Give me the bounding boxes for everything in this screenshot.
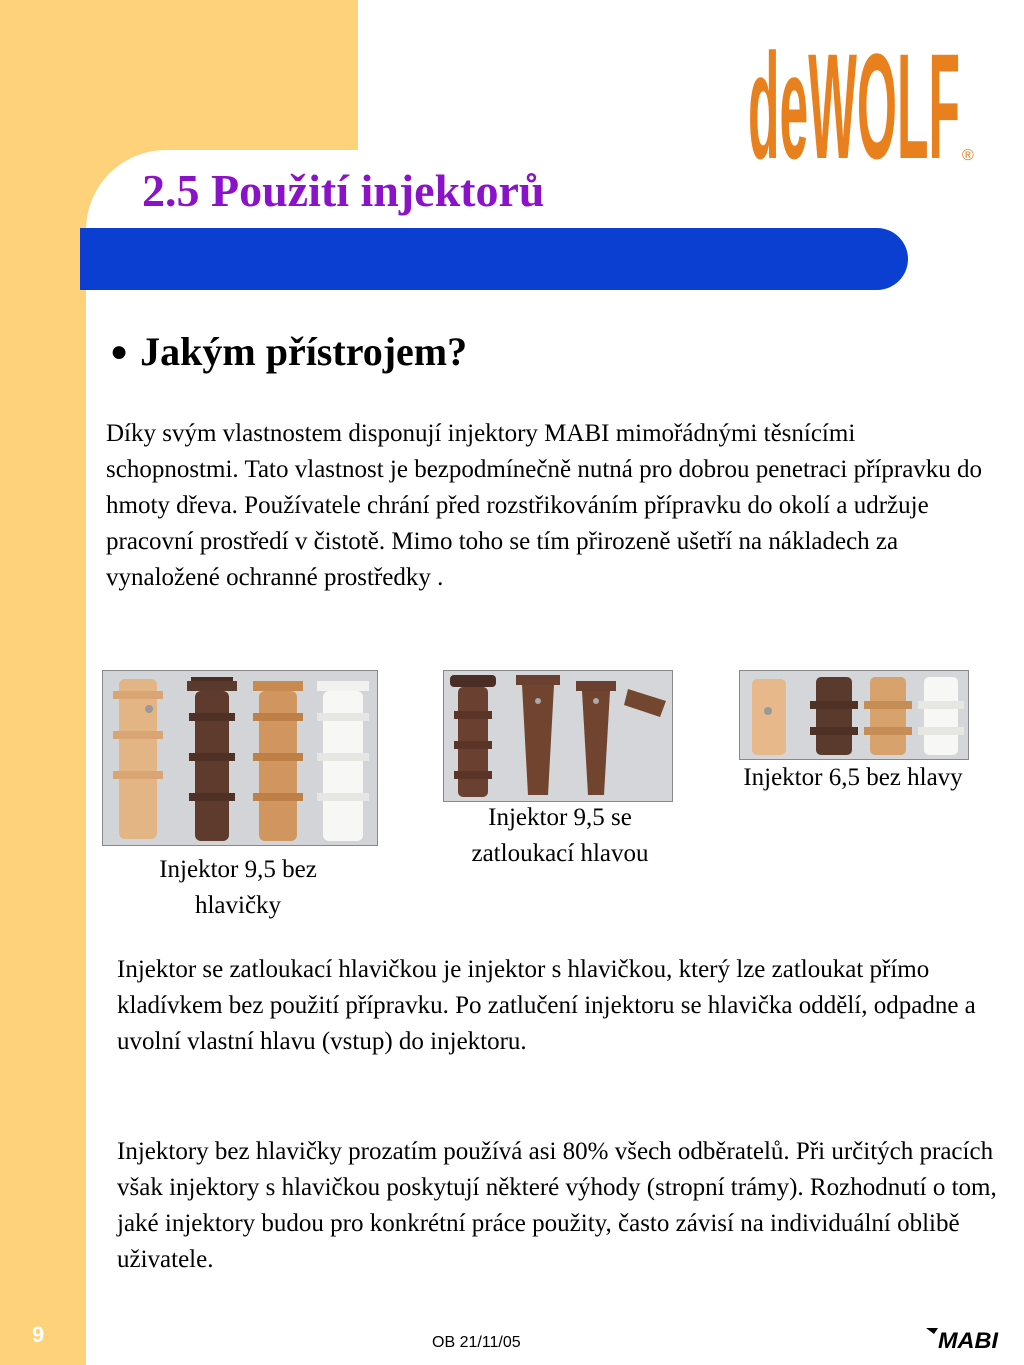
- page-number: 9: [32, 1322, 45, 1347]
- hammer-head-paragraph: Injektor se zatloukací hlavičkou je injektor s hlavičkou, který lze zatloukat přímo kladívkem bez použití přípravku. Po zatlučení injektoru se hlavička oddělí, odpadne a uvolní vlastní hlavu (vstup) do injektoru.: [117, 956, 976, 1055]
- injector-shape: [113, 679, 163, 839]
- dewolf-logo-text: deWOLF: [748, 36, 960, 164]
- dewolf-logo: [748, 36, 978, 164]
- photo-caption: Injektor 9,5 se zatloukací hlavou: [471, 804, 649, 867]
- injector-photo-6-5-no-head: [739, 670, 969, 760]
- intro-paragraph: Díky svým vlastnostem disponují injektory MABI mimořádnými těsnícími schopnostmi. Tato vlastnost je bezpodmínečně nutná pro dobrou penetraci přípravku do hmoty dřeva. Používatele chrání před rozstřikováním přípravku do okolí a udržuje pracovní prostředí v čistotě. Mimo toho se tím přirozeně ušetří na nákladech za vynaložené ochranné prostředky .: [106, 420, 983, 591]
- section-heading-text: Jakým přístrojem?: [140, 329, 468, 374]
- page-title: 2.5 Použití injektorů: [142, 165, 545, 216]
- photo-caption: Injektor 9,5 bez hlavičky: [159, 856, 317, 919]
- usage-paragraph: Injektory bez hlavičky prozatím používá asi 80% všech odběratelů. Při určitých pracích však injektory s hlavičkou poskytují některé výhody (stropní trámy). Rozhodnutí o tom, jaké injektory budou pro konkrétní práce použity, často závisí na individuální oblibě uživatele.: [117, 1138, 997, 1273]
- footer-date: OB 21/11/05: [432, 1334, 521, 1351]
- header-blue-bar: [80, 228, 908, 290]
- injector-shape: [752, 679, 786, 755]
- mabi-logo-text: MABI: [938, 1328, 999, 1352]
- injector-shape: [317, 681, 369, 841]
- section-heading: [110, 328, 467, 375]
- injector-shape: [253, 681, 303, 841]
- bullet-icon: ●: [110, 335, 129, 368]
- injector-shape: [810, 677, 858, 755]
- dewolf-logo-registered: ®: [962, 147, 974, 164]
- injector-photo-9-5-no-head: [102, 670, 378, 846]
- mabi-logo: [924, 1324, 1000, 1352]
- injector-shape: [918, 677, 964, 755]
- photo-caption: Injektor 6,5 bez hlavy: [743, 764, 963, 791]
- injector-photo-9-5-hammer-head: [443, 670, 673, 802]
- injector-shape: [864, 677, 912, 755]
